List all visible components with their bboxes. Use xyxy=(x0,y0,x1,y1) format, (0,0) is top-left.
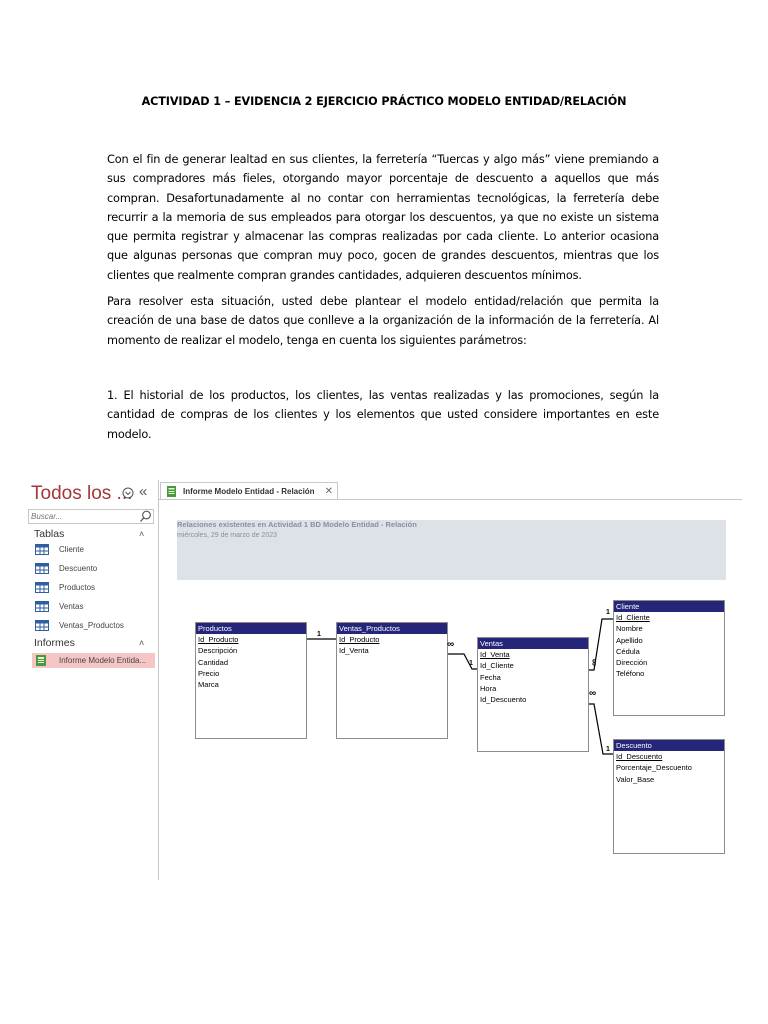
entity-field: Fecha xyxy=(480,672,501,682)
entity-field: Cédula xyxy=(616,646,640,656)
entity-title: Cliente xyxy=(614,601,724,612)
cardinality-one: 1 xyxy=(606,746,610,753)
cardinality-one: 1 xyxy=(317,631,321,638)
report-title: Relaciones existentes en Actividad 1 BD Modelo Entidad - Relación xyxy=(177,520,417,529)
nav-item-cliente[interactable] xyxy=(32,542,155,557)
report-icon xyxy=(35,655,49,666)
entity-field: Id_Producto xyxy=(339,635,380,644)
cardinality-one: 1 xyxy=(469,660,473,667)
entity-field: Id_Venta xyxy=(339,646,369,656)
nav-pane-title[interactable]: Todos los ... xyxy=(31,483,133,504)
paragraph-parameter-1: 1. El historial de los productos, los clientes, las ventas realizadas y las promociones, según la cantidad de compras de los clientes y los elementos que usted considere importantes en este modelo. xyxy=(107,389,659,441)
table-icon xyxy=(35,544,49,555)
cardinality-many: ∞ xyxy=(589,688,597,699)
nav-item-label: Cliente xyxy=(59,545,84,554)
tab-label: Informe Modelo Entidad - Relación xyxy=(183,486,315,496)
nav-item-label: Descuento xyxy=(59,564,98,573)
entity-productos[interactable] xyxy=(195,622,307,739)
pane-divider[interactable] xyxy=(158,480,159,880)
table-icon xyxy=(35,582,49,593)
nav-item-descuento[interactable] xyxy=(32,561,155,576)
entity-field: Dirección xyxy=(616,658,648,668)
close-icon[interactable]: ✕ xyxy=(324,485,333,497)
report-icon xyxy=(166,486,177,497)
cardinality-many: ∞ xyxy=(447,639,455,650)
tab-strip-divider xyxy=(159,499,742,500)
relationship-line xyxy=(589,704,613,754)
cardinality-many: ∞ xyxy=(589,658,600,666)
nav-item-label: Ventas xyxy=(59,602,84,611)
navigation-pane xyxy=(26,480,158,880)
entity-field: Marca xyxy=(198,680,219,690)
relationship-line xyxy=(448,654,477,669)
nav-item-label: Productos xyxy=(59,583,96,592)
entity-ventas-productos[interactable] xyxy=(336,622,448,739)
group-header-tablas[interactable]: Tablas xyxy=(34,528,65,540)
paragraph-instructions: Para resolver esta situación, usted debe plantear el modelo entidad/relación que permita la creación de una base de datos que conlleve a la organización de la información de la ferretería. Al momento de realizar el modelo, tenga en cuenta los siguientes parámetros: xyxy=(107,295,659,347)
entity-field: Id_Cliente xyxy=(480,661,514,671)
entity-field: Id_Venta xyxy=(480,650,510,659)
group-header-informes[interactable]: Informes xyxy=(34,637,75,649)
entity-field: Id_Descuento xyxy=(480,695,527,705)
collapse-pane-icon[interactable]: « xyxy=(139,483,148,500)
entity-field: Id_Producto xyxy=(198,635,239,644)
entity-field: Cantidad xyxy=(198,657,229,667)
nav-item-label: Informe Modelo Entida... xyxy=(59,656,147,665)
report-date: miércoles, 29 de marzo de 2023 xyxy=(177,532,277,539)
entity-field: Descripción xyxy=(198,646,238,656)
entity-field: Apellido xyxy=(616,635,643,645)
tab-informe-modelo[interactable] xyxy=(160,482,338,499)
entity-field: Hora xyxy=(480,683,497,693)
entity-title: Descuento xyxy=(614,740,724,751)
nav-item-ventas-productos[interactable] xyxy=(32,618,155,633)
chevron-up-icon[interactable]: ˄ xyxy=(139,638,145,648)
entity-title: Ventas xyxy=(478,638,588,649)
table-icon xyxy=(35,601,49,612)
entity-field: Porcentaje_Descuento xyxy=(616,763,692,773)
entity-field: Valor_Base xyxy=(616,774,655,784)
nav-item-label: Ventas_Productos xyxy=(59,621,124,630)
entity-field: Teléfono xyxy=(616,669,645,679)
document-title: ACTIVIDAD 1 – EVIDENCIA 2 EJERCICIO PRÁCTICO MODELO ENTIDAD/RELACIÓN xyxy=(141,95,627,108)
report-header xyxy=(177,520,726,580)
nav-item-productos[interactable] xyxy=(32,580,155,595)
chevron-up-icon[interactable]: ˄ xyxy=(139,529,145,539)
entity-field: Id_Descuento xyxy=(616,752,663,761)
relationship-line xyxy=(589,619,613,670)
search-icon[interactable] xyxy=(139,510,152,523)
nav-item-informe-modelo[interactable] xyxy=(32,653,155,668)
entity-ventas[interactable] xyxy=(477,637,589,752)
search-input[interactable] xyxy=(29,510,141,523)
entity-field: Id_Cliente xyxy=(616,613,650,622)
entity-title: Ventas_Productos xyxy=(337,623,447,634)
table-icon xyxy=(35,563,49,574)
entity-descuento[interactable] xyxy=(613,739,725,854)
dropdown-circle-icon[interactable] xyxy=(122,487,134,499)
cardinality-one: 1 xyxy=(606,609,610,616)
table-icon xyxy=(35,620,49,631)
entity-title: Productos xyxy=(196,623,306,634)
nav-item-ventas[interactable] xyxy=(32,599,155,614)
search-box xyxy=(28,509,154,524)
paragraph-context: Con el fin de generar lealtad en sus clientes, la ferretería “Tuercas y algo más” viene premiando a sus compradores más fieles, otorgando mayor porcentaje de descuento a aquellos que más compran. Desafortunadamente al no contar con herramientas tecnológicas, la ferretería debe recurrir a la memoria de sus empleados para otorgar los descuentos, ya que no existe un sistema que permita registrar y almacenar las compras realizadas por cada cliente. Lo anterior ocasiona que algunas personas que compran muy poco, gocen de grandes descuentos, mientras que los clientes que realmente compran grandes cantidades, adquieren descuentos mínimos. xyxy=(107,153,659,282)
access-screenshot xyxy=(26,480,742,880)
entity-field: Nombre xyxy=(616,624,643,634)
entity-cliente[interactable] xyxy=(613,600,725,716)
entity-field: Precio xyxy=(198,668,220,678)
